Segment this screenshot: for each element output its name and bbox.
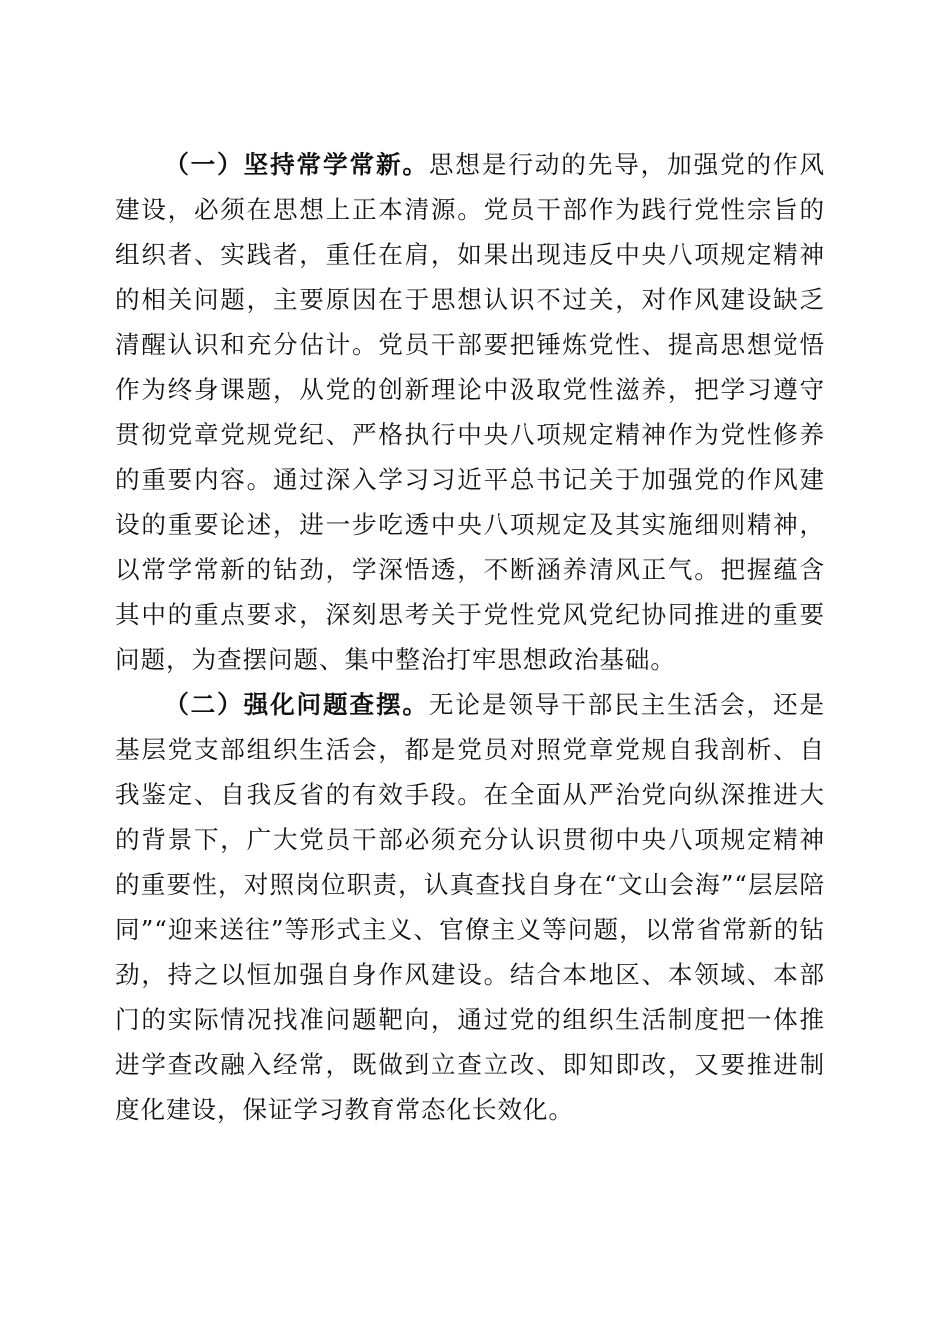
section-heading-1: （一）坚持常学常新。 <box>164 150 429 179</box>
paragraph-section-2 <box>115 682 825 1132</box>
section-body-1: 思想是行动的先导，加强党的作风建设，必须在思想上正本清源。党员干部作为践行党性宗旨的组织者、实践者，重任在肩，如果出现违反中央八项规定精神的相关问题，主要原因在于思想认识不过关，对作风建设缺乏清醒认识和充分估计。党员干部要把锤炼党性、提高思想觉悟作为终身课题，从党的创新理论中汲取党性滋养，把学习遵守贯彻党章党规党纪、严格执行中央八项规定精神作为党性修养的重要内容。通过深入学习习近平总书记关于加强党的作风建设的重要论述，进一步吃透中央八项规定及其实施细则精神，以常学常新的钻劲，学深悟透，不断涵养清风正气。把握蕴含其中的重点要求，深刻思考关于党性党风党纪协同推进的重要问题，为查摆问题、集中整治打牢思想政治基础。 <box>115 150 825 674</box>
document-body <box>115 142 825 1132</box>
section-body-2: 无论是领导干部民主生活会，还是基层党支部组织生活会，都是党员对照党章党规自我剖析、自我鉴定、自我反省的有效手段。在全面从严治党向纵深推进大的背景下，广大党员干部必须充分认识贯彻中央八项规定精神的重要性，对照岗位职责，认真查找自身在“文山会海”“层层陪同”“迎来送往”等形式主义、官僚主义等问题，以常省常新的钻劲，持之以恒加强自身作风建设。结合本地区、本领域、本部门的实际情况找准问题靶向，通过党的组织生活制度把一体推进学查改融入经常，既做到立查立改、即知即改，又要推进制度化建设，保证学习教育常态化长效化。 <box>115 690 825 1124</box>
paragraph-section-1 <box>115 142 825 682</box>
section-heading-2: （二）强化问题查摆。 <box>164 690 429 719</box>
